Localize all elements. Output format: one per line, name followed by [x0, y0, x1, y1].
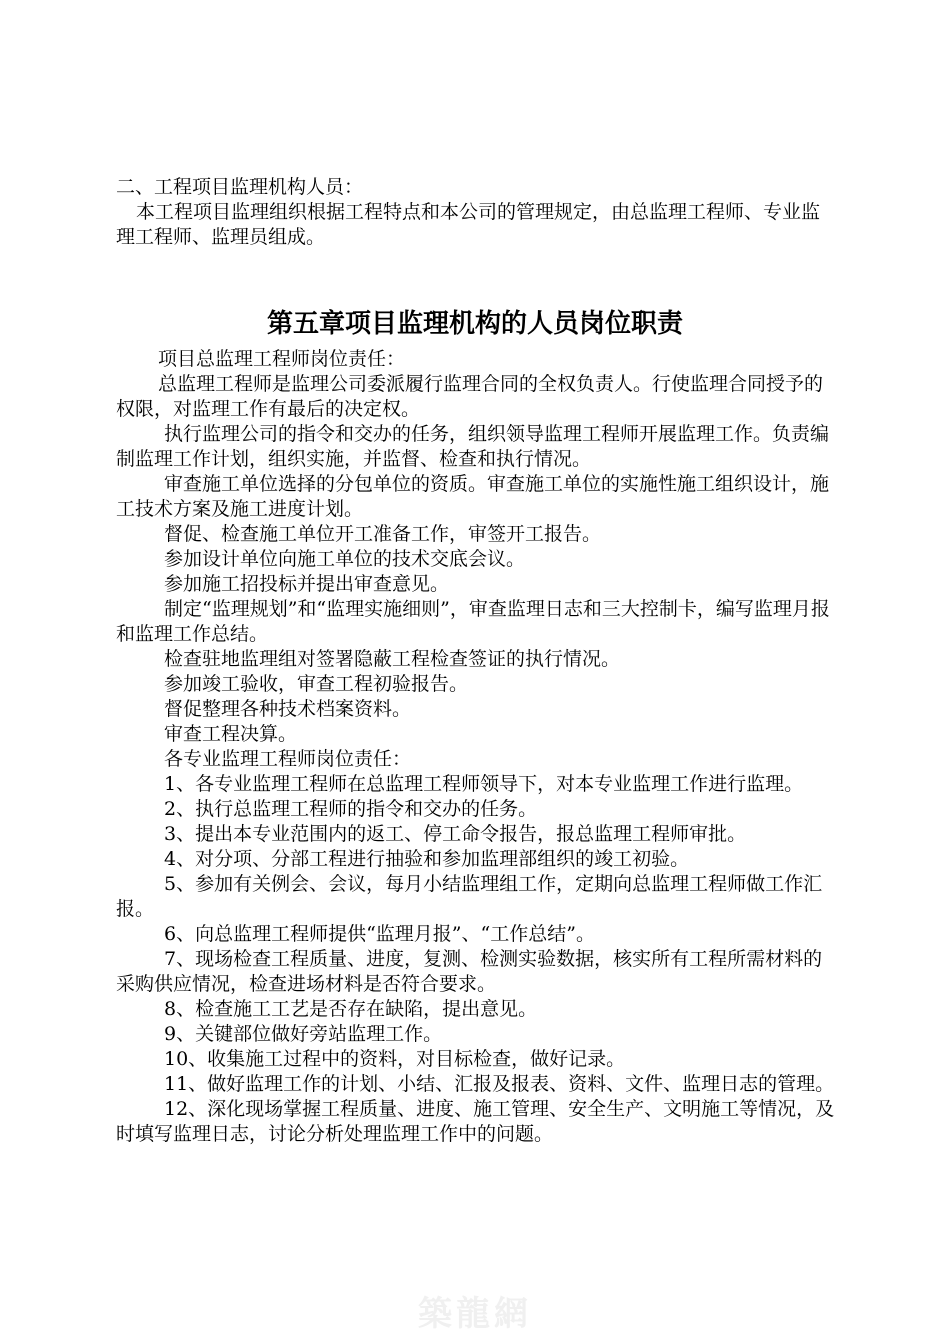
chapter-title: 第五章项目监理机构的人员岗位职责 — [266, 309, 683, 339]
paragraph: 参加竣工验收，审查工程初验报告。 — [164, 673, 469, 695]
list-item: 11、做好监理工作的计划、小结、汇报及报表、资料、文件、监理日志的管理。 — [164, 1073, 835, 1095]
section-body: 本工程项目监理组织根据工程特点和本公司的管理规定，由总监理工程师、专业监理工程师、监理员组成。 — [116, 201, 821, 248]
paragraph: 审查施工单位选择的分包单位的资质。审查施工单位的实施性施工组织设计，施工技术方案及施工进度计划。 — [116, 473, 830, 520]
list-item: 12、深化现场掌握工程质量、进度、施工管理、安全生产、文明施工等情况，及时填写监理日志，讨论分析处理监理工作中的问题。 — [116, 1098, 835, 1145]
paragraph: 审查工程决算。 — [164, 723, 298, 745]
list-item: 2、执行总监理工程师的指令和交办的任务。 — [164, 798, 538, 820]
paragraph-chief-heading: 项目总监理工程师岗位责任： — [158, 348, 406, 370]
list-item: 10、收集施工过程中的资料，对目标检查，做好记录。 — [164, 1048, 626, 1070]
list-item: 8、检查施工工艺是否存在缺陷，提出意见。 — [164, 998, 538, 1020]
paragraph: 总监理工程师是监理公司委派履行监理合同的全权负责人。行使监理合同授予的权限，对监理工作有最后的决定权。 — [116, 373, 824, 420]
paragraph-specialist-heading: 各专业监理工程师岗位责任： — [164, 748, 412, 770]
paragraph: 督促、检查施工单位开工准备工作，审签开工报告。 — [164, 523, 602, 545]
list-item: 5、参加有关例会、会议，每月小结监理组工作，定期向总监理工程师做工作汇报。 — [116, 873, 823, 920]
list-item: 3、提出本专业范围内的返工、停工命令报告，报总监理工程师审批。 — [164, 823, 747, 845]
chapter-body — [116, 347, 838, 1147]
section-heading: 二、工程项目监理机构人员： — [116, 176, 364, 198]
paragraph: 制定“监理规划”和“监理实施细则”，审查监理日志和三大控制卡，编写监理月报和监理工作总结。 — [116, 598, 830, 645]
watermark-logo: 築龍網 — [418, 1294, 532, 1334]
paragraph: 执行监理公司的指令和交办的任务，组织领导监理工程师开展监理工作。负责编制监理工作计划，组织实施，并监督、检查和执行情况。 — [116, 423, 830, 470]
list-item: 9、关键部位做好旁站监理工作。 — [164, 1023, 443, 1045]
list-item: 1、各专业监理工程师在总监理工程师领导下，对本专业监理工作进行监理。 — [164, 773, 804, 795]
list-item: 4、对分项、分部工程进行抽验和参加监理部组织的竣工初验。 — [164, 848, 690, 870]
paragraph: 参加设计单位向施工单位的技术交底会议。 — [164, 548, 526, 570]
paragraph: 检查驻地监理组对签署隐蔽工程检查签证的执行情况。 — [164, 648, 621, 670]
paragraph: 参加施工招投标并提出审查意见。 — [164, 573, 450, 595]
list-item: 7、现场检查工程质量、进度，复测、检测实验数据，核实所有工程所需材料的采购供应情况，检查进场材料是否符合要求。 — [116, 948, 823, 995]
list-item: 6、向总监理工程师提供“监理月报”、“工作总结”。 — [164, 923, 595, 945]
section-intro — [116, 175, 838, 250]
paragraph: 督促整理各种技术档案资料。 — [164, 698, 412, 720]
